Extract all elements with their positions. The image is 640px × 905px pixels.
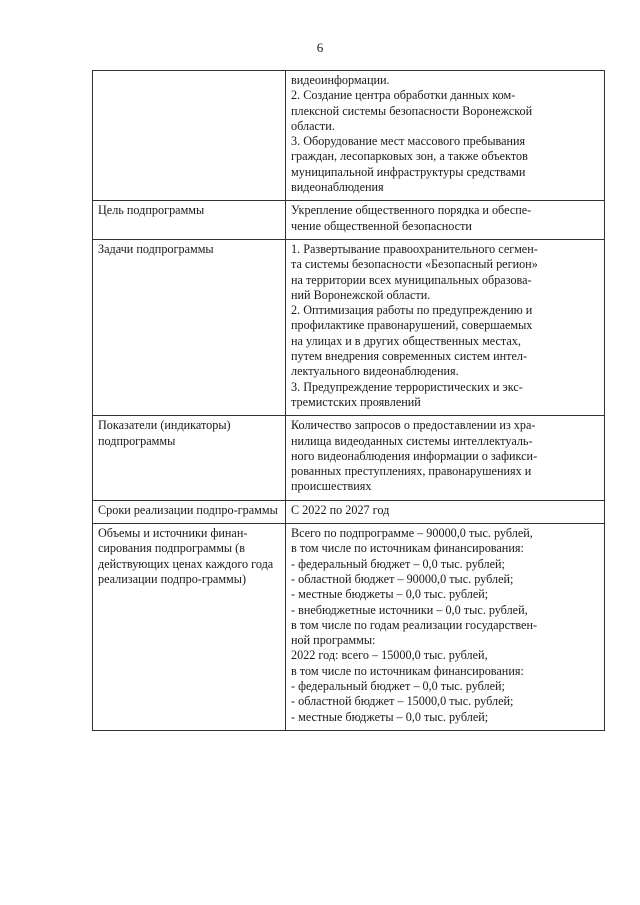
value-line: - областной бюджет – 15000,0 тыс. рублей; [291,694,514,709]
value-line: муниципальной инфраструктуры средствами [291,164,526,179]
table-row [93,524,605,731]
row-label-indicators: Показатели (индикаторы) подпрограммы [93,416,286,500]
value-line: - местные бюджеты – 0,0 тыс. рублей; [291,587,489,602]
value-line: 2022 год: всего – 15000,0 тыс. рублей, [291,648,488,663]
value-line: - областной бюджет – 90000,0 тыс. рублей; [291,571,514,586]
row-label-goal: Цель подпрограммы [93,201,286,240]
row-value-indicators [286,416,605,500]
value-line: нилища видеоданных системы интеллектуаль- [291,433,533,448]
value-line: путем внедрения современных систем интел- [291,349,528,364]
value-line: та системы безопасности «Безопасный регион» [291,257,538,272]
value-line: - внебюджетные источники – 0,0 тыс. рублей, [291,602,528,617]
value-line: рованных преступлениях, правонарушениях и [291,464,532,479]
value-line: на улицах и в других общественных местах, [291,333,521,348]
value-line: на территории всех муниципальных образова- [291,272,532,287]
value-line: - федеральный бюджет – 0,0 тыс. рублей; [291,678,505,693]
value-line: Всего по подпрограмме – 90000,0 тыс. рублей, [291,526,533,541]
value-line: 1. Развертывание правоохранительного сегмен- [291,241,538,256]
value-line: плексной системы безопасности Воронежской [291,103,533,118]
table-row [93,416,605,500]
value-line: С 2022 по 2027 год [291,502,390,517]
page-number: 6 [316,40,324,55]
value-line: видеонаблюдения [291,180,384,195]
row-value-tasks-continued [286,71,605,201]
value-line: Количество запросов о предоставлении из хра- [291,418,536,433]
value-line: ний Воронежской области. [291,287,431,302]
row-label-funding: Объемы и источники финан-сирования подпрограммы (в действующих ценах каждого года реализации подпро-граммы) [93,524,286,731]
row-value-goal [286,201,605,240]
table-row [93,500,605,523]
value-line: 3. Оборудование мест массового пребывания [291,134,526,149]
table-row [93,201,605,240]
subprogram-passport-table [92,70,605,731]
row-value-tasks [286,239,605,415]
value-line: ного видеонаблюдения информации о зафикси- [291,448,538,463]
value-line: профилактике правонарушений, совершаемых [291,318,533,333]
table-row [93,239,605,415]
value-line: тремистских проявлений [291,394,421,409]
value-line: ной программы: [291,633,376,648]
value-line: видеоинформации. [291,73,390,87]
value-line: области. [291,118,335,133]
value-line: чение общественной безопасности [291,218,472,233]
row-value-terms [286,500,605,523]
value-line: в том числе по источникам финансирования: [291,541,524,556]
value-line: граждан, лесопарковых зон, а также объектов [291,149,528,164]
row-label-tasks: Задачи подпрограммы [93,239,286,415]
row-label-terms: Сроки реализации подпро-граммы [93,500,286,523]
table-row [93,71,605,201]
value-line: лектуального видеонаблюдения. [291,364,459,379]
value-line: 2. Создание центра обработки данных ком- [291,88,516,103]
value-line: - федеральный бюджет – 0,0 тыс. рублей; [291,556,505,571]
value-line: Укрепление общественного порядка и обеспе- [291,203,532,218]
row-value-funding [286,524,605,731]
value-line: происшествиях [291,479,372,494]
value-line: 3. Предупреждение террористических и экс- [291,379,523,394]
row-label-empty [93,71,286,201]
value-line: в том числе по источникам финансирования: [291,663,524,678]
value-line: - местные бюджеты – 0,0 тыс. рублей; [291,709,489,724]
value-line: 2. Оптимизация работы по предупреждению и [291,303,533,318]
value-line: в том числе по годам реализации государствен- [291,617,538,632]
